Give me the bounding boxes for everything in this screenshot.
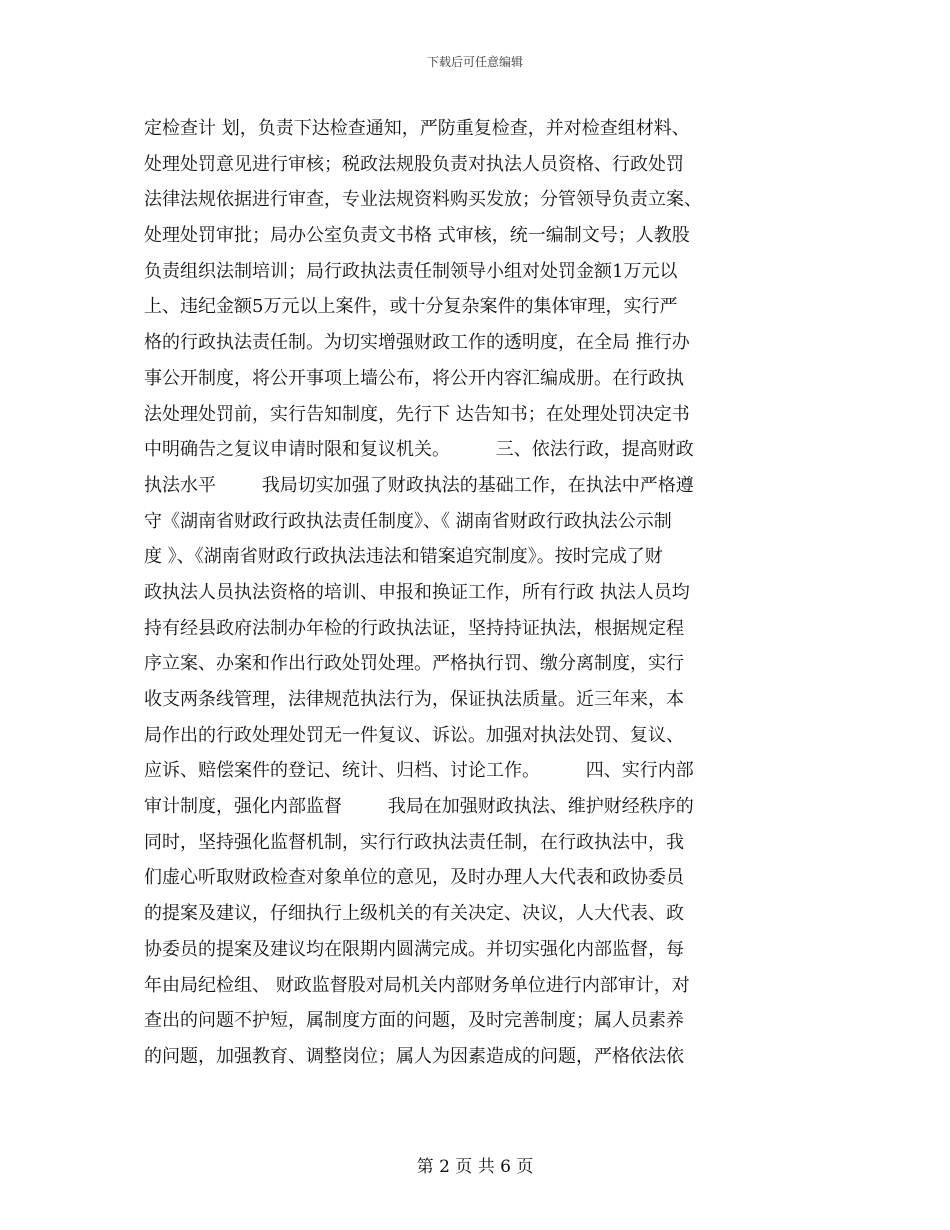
page-number-footer: 第 2 页 共 6 页: [416, 1157, 534, 1177]
text-line-13: 度 》、《湖南省财政行政执法违法和错案追究制度》。按时完成了财: [144, 546, 663, 568]
text-line-6: 上、违纪金额5万元以上案件，或十分复杂案件的集体审理，实行严: [144, 296, 678, 318]
text-line-25: 年由局纪检组、 财政监督股对局机关内部财务单位进行内部审计，对: [144, 974, 690, 996]
text-line-24: 协委员的提案及建议均在限期内圆满完成。并切实强化内部监督，每: [144, 938, 684, 960]
text-line-27: 的问题，加强教育、调整岗位；属人为因素造成的问题，严格依法依: [144, 1045, 684, 1067]
text-line-19: 应诉、赔偿案件的登记、统计、归档、讨论工作。 四、实行内部: [144, 760, 694, 782]
text-line-9: 法处理处罚前，实行告知制度，先行下 达告知书；在处理处罚决定书: [144, 403, 690, 425]
text-line-4: 处理处罚审批；局办公室负责文书格 式审核，统一编制文号；人教股: [144, 225, 690, 247]
text-line-16: 序立案、办案和作出行政处罚处理。严格执行罚、缴分离制度，实行: [144, 653, 684, 675]
document-body: [144, 111, 814, 1075]
text-line-7: 格的行政执法责任制。为切实增强财政工作的透明度，在全局 推行办: [144, 332, 690, 354]
text-line-20: 审计制度，强化内部监督 我局在加强财政执法、维护财经秩序的: [144, 796, 694, 818]
text-line-21: 同时，坚持强化监督机制，实行行政执法责任制，在行政执法中，我: [144, 831, 684, 853]
page-header: 下载后可任意编辑: [426, 55, 523, 69]
text-line-12: 守《湖南省财政行政执法责任制度》、《 湖南省财政行政执法公示制: [144, 510, 672, 532]
text-line-23: 的提案及建议，仔细执行上级机关的有关决定、决议，人大代表、政: [144, 903, 684, 925]
text-line-17: 收支两条线管理，法律规范执法行为，保证执法质量。近三年来，本: [144, 689, 684, 710]
text-line-22: 们虚心听取财政检查对象单位的意见，及时办理人大代表和政协委员: [144, 867, 684, 889]
text-line-10: 中明确告之复议申请时限和复议机关。 三、依法行政，提高财政: [144, 439, 694, 461]
text-line-18: 局作出的行政处理处罚无一件复议、诉讼。加强对执法处罚、复议、: [144, 724, 684, 746]
text-line-2: 处理处罚意见进行审核；税政法规股负责对执法人员资格、行政处罚: [144, 153, 684, 175]
text-line-8: 事公开制度，将公开事项上墙公布，将公开内容汇编成册。在行政执: [144, 367, 684, 389]
text-line-1: 定检查计 划，负责下达检查通知，严防重复检查，并对检查组材料、: [144, 118, 690, 139]
text-line-14: 政执法人员执法资格的培训、申报和换证工作，所有行政 执法人员均: [144, 581, 690, 603]
text-line-11: 执法水平 我局切实加强了财政执法的基础工作，在执法中严格遵: [144, 474, 694, 496]
text-line-5: 负责组织法制培训；局行政执法责任制领导小组对处罚金额1万元以: [144, 260, 678, 282]
text-line-15: 持有经县政府法制办年检的行政执法证，坚持持证执法，根据规定程: [144, 617, 684, 639]
text-line-3: 法律法规依据进行审查，专业法规资料购买发放；分管领导负责立案、: [144, 189, 702, 211]
text-line-26: 查出的问题不护短，属制度方面的问题，及时完善制度；属人员素养: [144, 1010, 684, 1032]
